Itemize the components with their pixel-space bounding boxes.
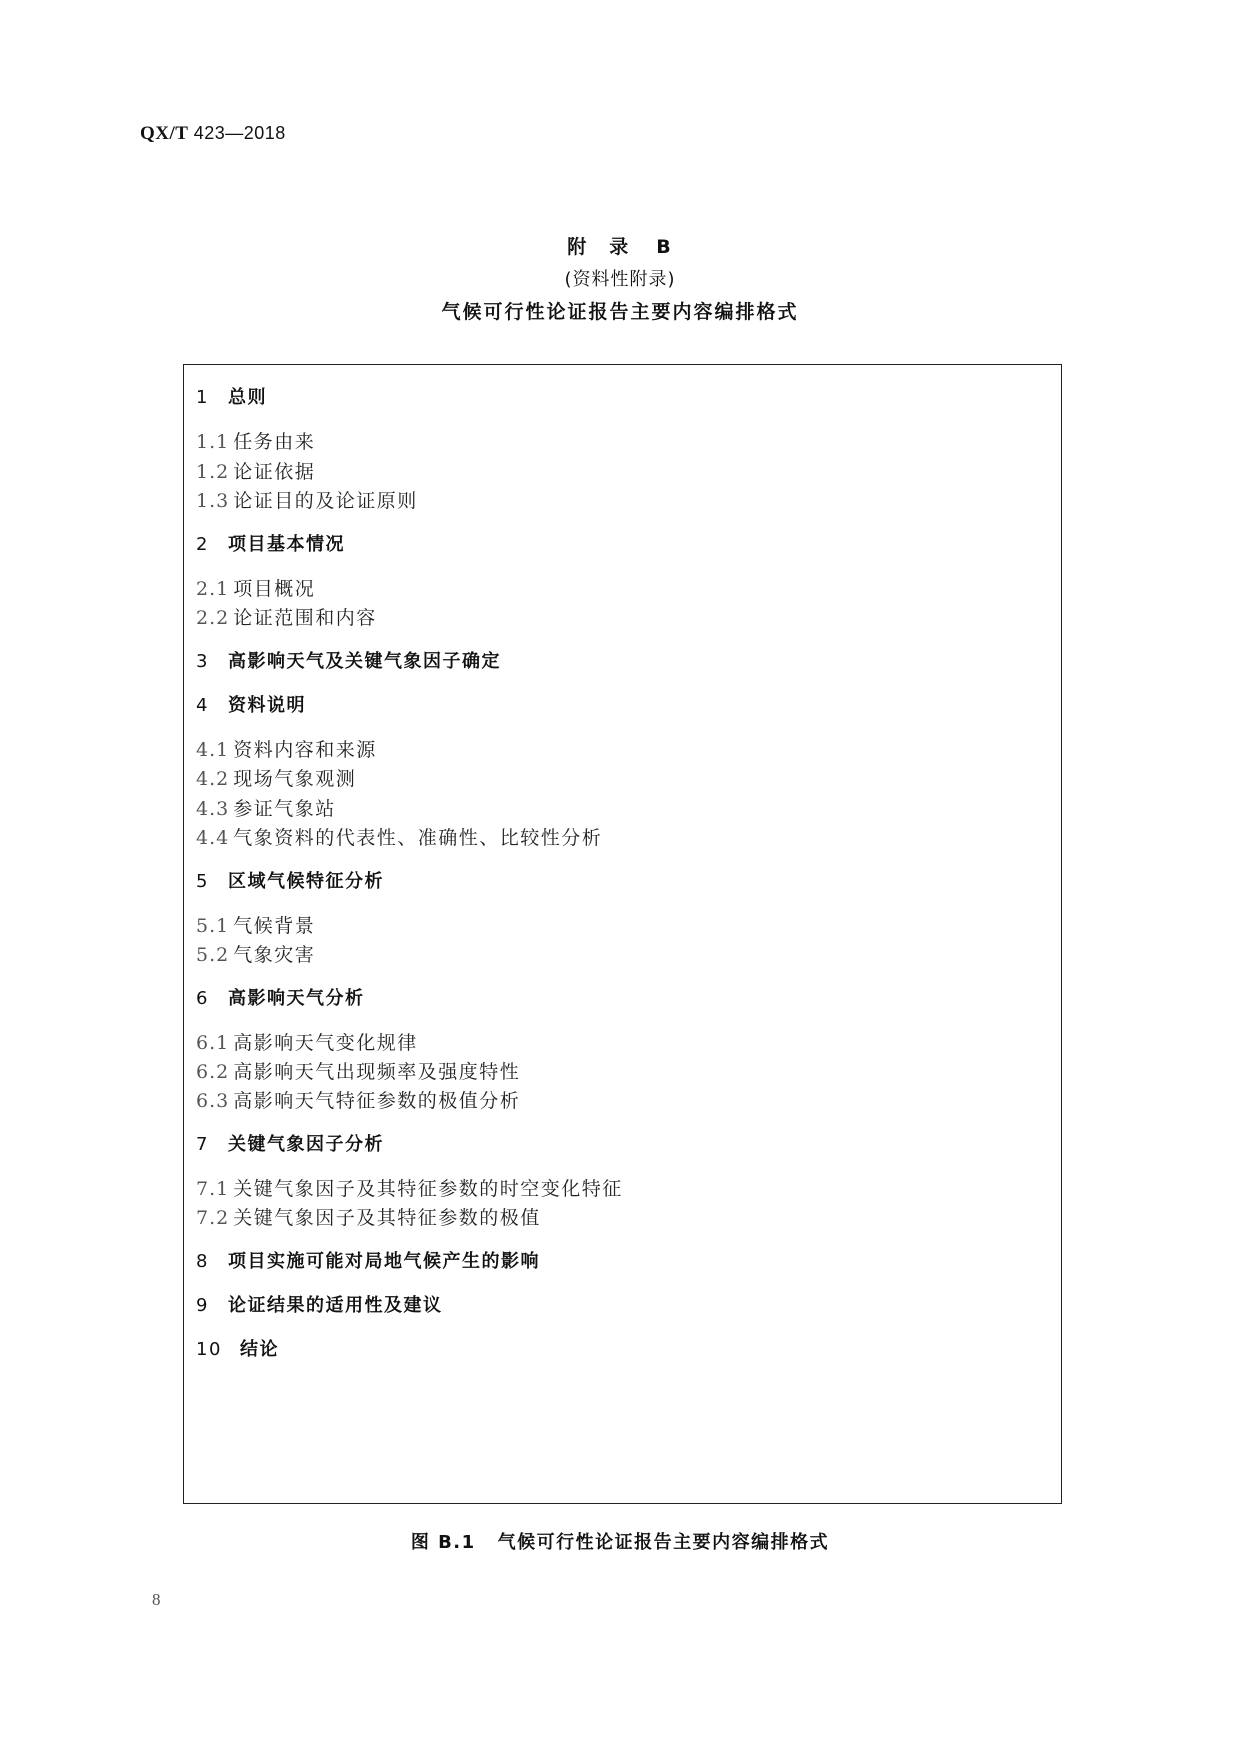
section-heading [196, 691, 306, 717]
section-heading [196, 1247, 540, 1273]
item-number: 6.1 [196, 1032, 230, 1054]
subsection-item [196, 427, 315, 454]
subsection-item [196, 735, 377, 762]
section-heading [196, 1335, 279, 1361]
standard-number: 423—2018 [193, 123, 286, 143]
item-number: 1.3 [196, 490, 230, 512]
item-number: 9 [196, 1295, 209, 1316]
subsection-item [196, 1057, 520, 1084]
annex-letter: B [656, 236, 673, 258]
subsection-item [196, 603, 377, 630]
subsection-item [196, 823, 602, 850]
annex-title [0, 232, 1240, 259]
item-text: 项目实施可能对局地气候产生的影响 [228, 1251, 540, 1272]
item-number: 5.2 [196, 944, 230, 966]
annex-word: 附 录 [567, 236, 631, 258]
item-text: 论证目的及论证原则 [233, 490, 418, 512]
subsection-item [196, 1028, 418, 1055]
item-text: 关键气象因子及其特征参数的时空变化特征 [233, 1178, 623, 1200]
annex-name: 气候可行性论证报告主要内容编排格式 [441, 301, 799, 323]
section-heading [196, 867, 384, 893]
item-number: 4.3 [196, 798, 230, 820]
item-text: 任务由来 [233, 431, 316, 453]
item-text: 项目概况 [233, 578, 316, 600]
figure-title: 气候可行性论证报告主要内容编排格式 [497, 1532, 830, 1553]
item-number: 7.2 [196, 1207, 230, 1229]
item-text: 气象资料的代表性、准确性、比较性分析 [233, 827, 603, 849]
item-number: 1.1 [196, 431, 230, 453]
subsection-item [196, 794, 336, 821]
item-number: 3 [196, 651, 209, 672]
item-number: 2 [196, 534, 209, 555]
item-number: 5 [196, 871, 209, 892]
item-number: 4.1 [196, 739, 230, 761]
item-number: 4.2 [196, 768, 230, 790]
standard-code [140, 123, 286, 145]
item-text: 总则 [228, 387, 267, 408]
item-text: 关键气象因子及其特征参数的极值 [233, 1207, 541, 1229]
annex-type: (资料性附录) [564, 269, 676, 290]
standard-prefix: QX/T [140, 123, 189, 144]
item-text: 现场气象观测 [233, 768, 357, 790]
item-number: 6 [196, 988, 209, 1009]
section-heading [196, 383, 267, 409]
item-number: 2.2 [196, 607, 230, 629]
section-heading [196, 984, 365, 1010]
item-number: 4 [196, 695, 209, 716]
item-text: 项目基本情况 [228, 534, 345, 555]
subsection-item [196, 940, 315, 967]
page-number: 8 [152, 1590, 161, 1609]
item-text: 论证结果的适用性及建议 [228, 1295, 443, 1316]
item-text: 区域气候特征分析 [228, 871, 384, 892]
item-text: 高影响天气及关键气象因子确定 [228, 651, 501, 672]
item-text: 关键气象因子分析 [228, 1134, 384, 1155]
item-text: 高影响天气出现频率及强度特性 [233, 1061, 521, 1083]
section-heading [196, 647, 501, 673]
item-number: 6.2 [196, 1061, 230, 1083]
section-heading [196, 1130, 384, 1156]
item-number: 5.1 [196, 915, 230, 937]
section-heading [196, 1291, 443, 1317]
subsection-item [196, 457, 315, 484]
item-number: 7 [196, 1134, 209, 1155]
item-number: 2.1 [196, 578, 230, 600]
section-heading [196, 530, 345, 556]
subsection-item [196, 486, 418, 513]
item-number: 1 [196, 387, 209, 408]
item-number: 10 [196, 1339, 222, 1360]
item-text: 资料说明 [228, 695, 306, 716]
figure-caption [0, 1528, 1240, 1554]
item-text: 高影响天气特征参数的极值分析 [233, 1090, 521, 1112]
item-text: 论证范围和内容 [233, 607, 377, 629]
subsection-item [196, 1086, 520, 1113]
item-text: 高影响天气分析 [228, 988, 365, 1009]
item-text: 资料内容和来源 [233, 739, 377, 761]
subsection-item [196, 911, 315, 938]
figure-label: 图 B.1 [410, 1532, 476, 1553]
item-text: 高影响天气变化规律 [233, 1032, 418, 1054]
item-number: 6.3 [196, 1090, 230, 1112]
item-text: 气象灾害 [233, 944, 316, 966]
item-number: 4.4 [196, 827, 230, 849]
subsection-item [196, 574, 315, 601]
item-number: 1.2 [196, 461, 230, 483]
item-text: 气候背景 [233, 915, 316, 937]
contents-frame [183, 364, 1062, 1504]
item-number: 8 [196, 1251, 209, 1272]
item-text: 论证依据 [233, 461, 316, 483]
item-text: 结论 [240, 1339, 279, 1360]
subsection-item [196, 1174, 623, 1201]
item-number: 7.1 [196, 1178, 230, 1200]
subsection-item [196, 764, 356, 791]
item-text: 参证气象站 [233, 798, 336, 820]
subsection-item [196, 1203, 541, 1230]
